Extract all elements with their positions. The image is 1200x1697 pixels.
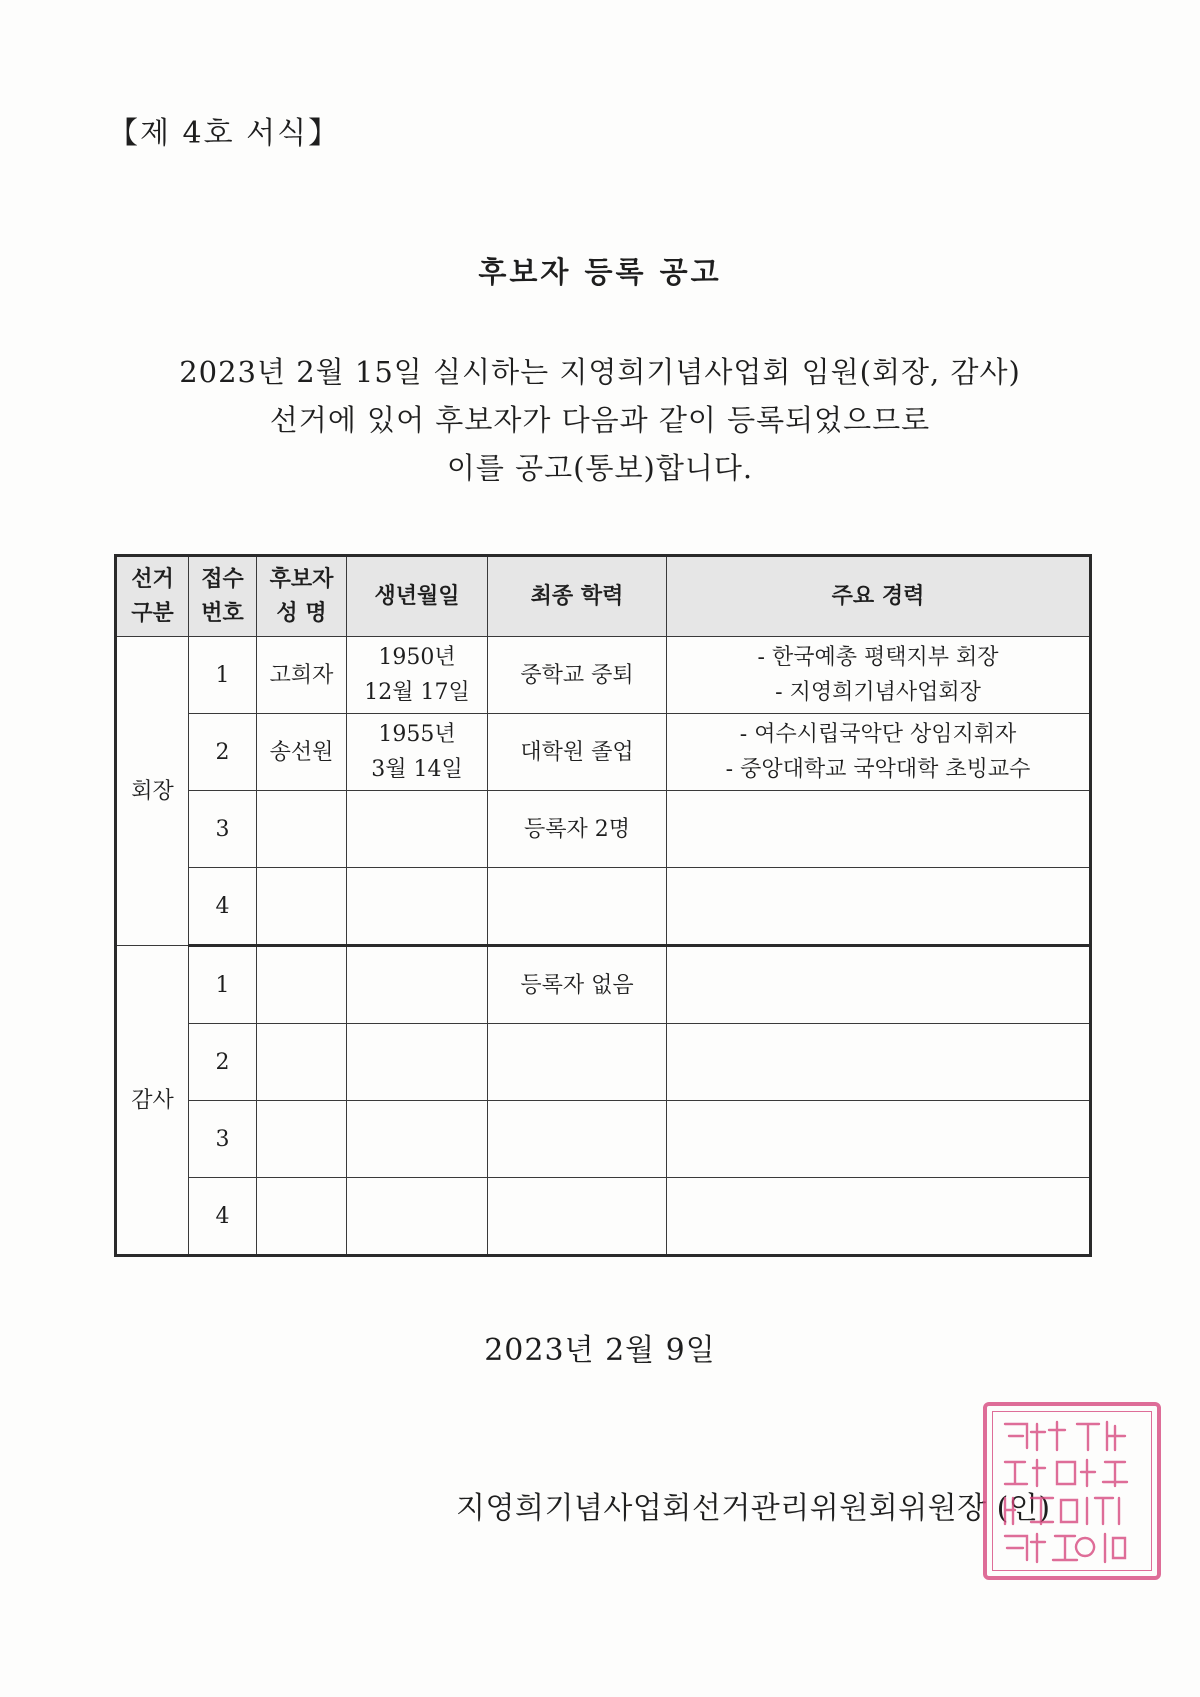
header-education: 최종 학력 <box>488 556 667 637</box>
cell-birth <box>347 946 488 1024</box>
cell-number: 2 <box>189 1024 257 1101</box>
seal-pattern <box>987 1406 1157 1576</box>
cell-birth: 1955년 3월 14일 <box>347 714 488 791</box>
cell-education: 대학원 졸업 <box>488 714 667 791</box>
cell-name: 고희자 <box>257 637 347 714</box>
cell-name <box>257 946 347 1024</box>
cell-career <box>667 946 1091 1024</box>
cell-education: 등록자 2명 <box>488 791 667 868</box>
notice-body-line: 이를 공고(통보)합니다. <box>446 451 754 485</box>
header-birth: 생년월일 <box>347 556 488 637</box>
header-name: 후보자 성 명 <box>257 556 347 637</box>
cell-education <box>488 868 667 946</box>
notice-body-line: 2023년 2월 15일 실시하는 지영희기념사업회 임원(회장, 감사) <box>179 355 1021 389</box>
cell-career: - 여수시립국악단 상임지휘자 - 중앙대학교 국악대학 초빙교수 <box>667 714 1091 791</box>
table-row <box>116 1101 1091 1178</box>
cell-birth <box>347 868 488 946</box>
cell-number: 3 <box>189 791 257 868</box>
table-row <box>116 1178 1091 1256</box>
cell-birth: 1950년 12월 17일 <box>347 637 488 714</box>
header-career: 주요 경력 <box>667 556 1091 637</box>
form-number: 【제 4호 서식】 <box>108 116 341 151</box>
table-row <box>116 637 1091 714</box>
cell-career <box>667 791 1091 868</box>
cell-career <box>667 868 1091 946</box>
cell-number: 3 <box>189 1101 257 1178</box>
cell-birth <box>347 1101 488 1178</box>
issue-date: 2023년 2월 9일 <box>484 1333 716 1368</box>
table-row <box>116 714 1091 791</box>
cell-education: 중학교 중퇴 <box>488 637 667 714</box>
cell-education: 등록자 없음 <box>488 946 667 1024</box>
table-row <box>116 946 1091 1024</box>
cell-name <box>257 1101 347 1178</box>
cell-birth <box>347 1024 488 1101</box>
category-president: 회장 <box>116 637 189 946</box>
cell-career <box>667 1101 1091 1178</box>
notice-body-line: 선거에 있어 후보자가 다음과 같이 등록되었으므로 <box>269 403 931 437</box>
cell-number: 2 <box>189 714 257 791</box>
category-auditor: 감사 <box>116 946 189 1256</box>
cell-career: - 한국예총 평택지부 회장 - 지영희기념사업회장 <box>667 637 1091 714</box>
cell-number: 4 <box>189 868 257 946</box>
cell-name <box>257 1024 347 1101</box>
cell-number: 4 <box>189 1178 257 1256</box>
notice-body <box>0 348 1200 492</box>
header-category: 선거 구분 <box>116 556 189 637</box>
cell-name: 송선원 <box>257 714 347 791</box>
cell-education <box>488 1024 667 1101</box>
notice-title: 후보자 등록 공고 <box>478 255 722 289</box>
cell-birth <box>347 1178 488 1256</box>
signatory-line: 지영희기념사업회선거관리위원회위원장 (인) <box>456 1491 1051 1526</box>
candidate-table <box>114 554 1092 1257</box>
official-seal-stamp <box>983 1402 1161 1580</box>
table-header-row <box>116 556 1091 637</box>
cell-career <box>667 1178 1091 1256</box>
table-row <box>116 791 1091 868</box>
cell-career <box>667 1024 1091 1101</box>
cell-name <box>257 868 347 946</box>
cell-name <box>257 791 347 868</box>
cell-education <box>488 1101 667 1178</box>
cell-education <box>488 1178 667 1256</box>
cell-number: 1 <box>189 637 257 714</box>
cell-number: 1 <box>189 946 257 1024</box>
table-row <box>116 1024 1091 1101</box>
header-number: 접수 번호 <box>189 556 257 637</box>
cell-birth <box>347 791 488 868</box>
table-row <box>116 868 1091 946</box>
cell-name <box>257 1178 347 1256</box>
